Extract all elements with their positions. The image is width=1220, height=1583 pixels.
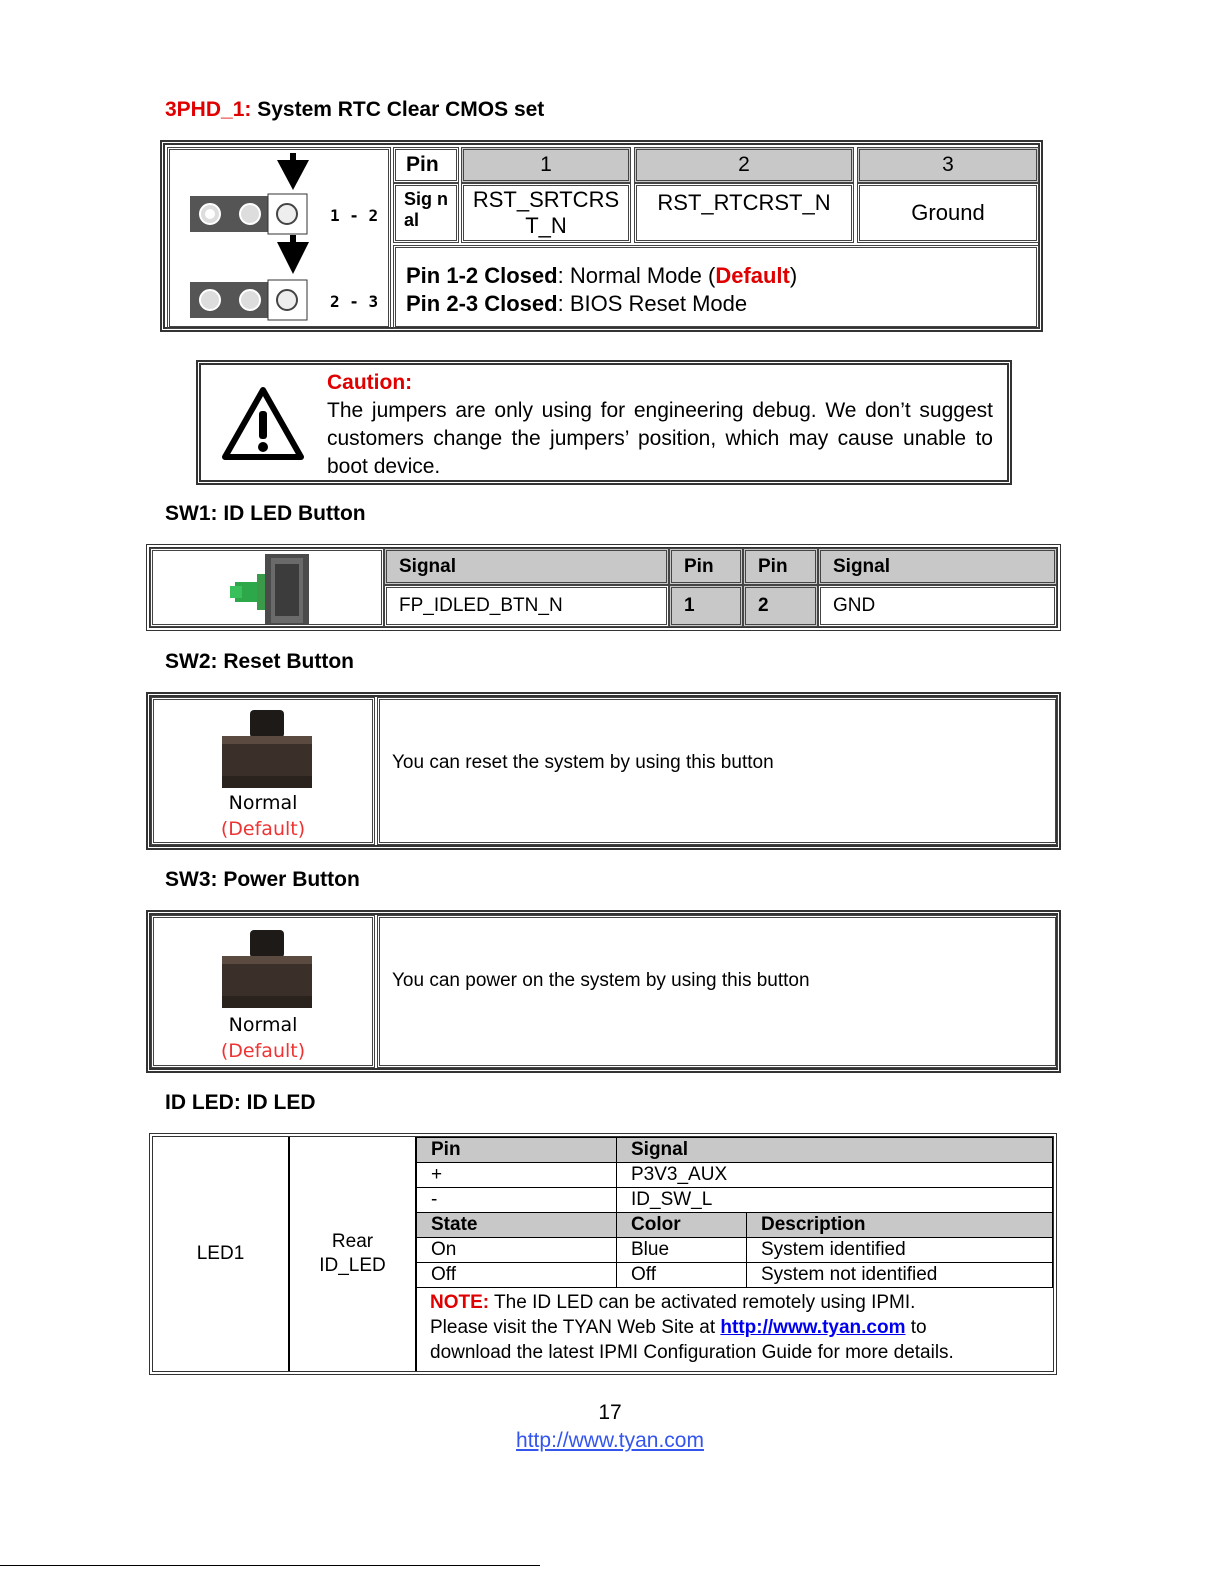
note-text: The ID LED can be activated remotely using IPMI. xyxy=(489,1292,916,1313)
sw1-pin-2: 2 xyxy=(743,585,818,627)
sw3-normal-label: Normal xyxy=(228,1014,298,1036)
sw1-header-signal-left: Signal xyxy=(384,548,669,585)
table-row xyxy=(417,1163,1053,1188)
jumper-table xyxy=(160,140,1043,332)
table-row xyxy=(417,1138,1053,1163)
id-led-button-image xyxy=(227,554,315,627)
jumper-notes xyxy=(393,245,1039,329)
note-line-2: Pin 2-3 Closed: BIOS Reset Mode xyxy=(406,291,748,316)
section-title-3phd: 3PHD_1: System RTC Clear CMOS set xyxy=(165,98,545,121)
idled-location-line2: ID_LED xyxy=(319,1255,386,1276)
sw2-image-cell xyxy=(151,697,375,845)
table-row xyxy=(417,1263,1053,1288)
label-1-2: 1 - 2 xyxy=(330,206,379,225)
color-cell: Off xyxy=(617,1263,747,1288)
footer-divider xyxy=(0,1565,540,1566)
idled-detail xyxy=(416,1137,1053,1365)
idled-note xyxy=(416,1288,1053,1365)
sw3-image-cell xyxy=(151,915,375,1068)
jumper-image-cell xyxy=(167,147,391,329)
idled-location xyxy=(290,1137,417,1371)
pin-cell: + xyxy=(417,1163,617,1188)
sw2-title: SW2: Reset Button xyxy=(165,650,354,673)
sw2-normal-label: Normal xyxy=(228,792,298,814)
signal-pin-3: Ground xyxy=(857,183,1039,243)
idled-location-line1: Rear xyxy=(331,1231,374,1252)
pin-3-header: 3 xyxy=(857,147,1039,183)
state-cell: Off xyxy=(417,1263,617,1288)
note-text: download the latest IPMI Configuration Guide for more details. xyxy=(430,1342,954,1363)
reset-button-image xyxy=(218,710,314,790)
sw1-header-pin-left: Pin xyxy=(669,548,743,585)
pin-2-header: 2 xyxy=(634,147,854,183)
pin-1-header: 1 xyxy=(461,147,631,183)
footer-link[interactable]: http://www.tyan.com xyxy=(516,1429,704,1452)
idled-pin-table xyxy=(416,1137,1053,1288)
note-text: to xyxy=(905,1317,927,1338)
jumper-diagram xyxy=(170,150,388,326)
tyan-link[interactable]: http://www.tyan.com xyxy=(720,1317,906,1338)
caution-text: The jumpers are only using for engineering debug. We don’t suggest customers change the jumpers’ position, which may cause unable to boot device. xyxy=(327,399,993,478)
pin-header-cell: Pin xyxy=(417,1138,617,1163)
sw1-signal-right: GND xyxy=(818,585,1057,627)
sw3-default-label: (Default) xyxy=(220,1040,306,1062)
caution-title: Caution: xyxy=(327,371,413,394)
caution-box xyxy=(196,360,1012,485)
sw1-pin-1: 1 xyxy=(669,585,743,627)
state-cell: On xyxy=(417,1238,617,1263)
signal-header-cell: Signal xyxy=(617,1138,1053,1163)
note-line-1: Pin 1-2 Closed: Normal Mode (Default) xyxy=(406,263,798,288)
signal-cell: ID_SW_L xyxy=(617,1188,1053,1213)
sw1-image-cell xyxy=(150,548,384,627)
sw2-description: You can reset the system by using this button xyxy=(377,697,1058,845)
sw1-table xyxy=(146,544,1061,631)
note-text: Please visit the TYAN Web Site at xyxy=(430,1317,721,1338)
description-header-cell: Description xyxy=(747,1213,1053,1238)
signal-pin-2: RST_RTCRST_N xyxy=(634,183,854,243)
sw1-header-pin-right: Pin xyxy=(743,548,818,585)
idled-led-label: LED1 xyxy=(153,1137,290,1371)
sw3-table xyxy=(146,910,1061,1073)
color-header-cell: Color xyxy=(617,1213,747,1238)
state-header-cell: State xyxy=(417,1213,617,1238)
table-row xyxy=(417,1238,1053,1263)
description-cell: System not identified xyxy=(747,1263,1053,1288)
color-cell: Blue xyxy=(617,1238,747,1263)
description-cell: System identified xyxy=(747,1238,1053,1263)
table-row xyxy=(417,1188,1053,1213)
idled-table xyxy=(149,1133,1057,1375)
sw3-description: You can power on the system by using this button xyxy=(377,915,1058,1068)
page-number: 17 xyxy=(598,1401,622,1424)
power-button-image xyxy=(218,930,314,1010)
warning-icon xyxy=(221,385,305,461)
sw1-title: SW1: ID LED Button xyxy=(165,502,366,525)
sw1-header-signal-right: Signal xyxy=(818,548,1057,585)
note-label: NOTE: xyxy=(430,1292,490,1313)
sw2-table xyxy=(146,692,1061,850)
sw1-signal-left: FP_IDLED_BTN_N xyxy=(384,585,669,627)
sw2-default-label: (Default) xyxy=(220,818,306,840)
pin-cell: - xyxy=(417,1188,617,1213)
signal-header: Sig nal xyxy=(393,183,459,243)
signal-cell: P3V3_AUX xyxy=(617,1163,1053,1188)
pin-header: Pin xyxy=(393,147,459,183)
label-2-3: 2 - 3 xyxy=(330,292,379,311)
sw3-title: SW3: Power Button xyxy=(165,868,360,891)
table-row xyxy=(417,1213,1053,1238)
signal-pin-1: RST_SRTCRST_N xyxy=(461,183,631,243)
idled-title: ID LED: ID LED xyxy=(165,1091,316,1114)
